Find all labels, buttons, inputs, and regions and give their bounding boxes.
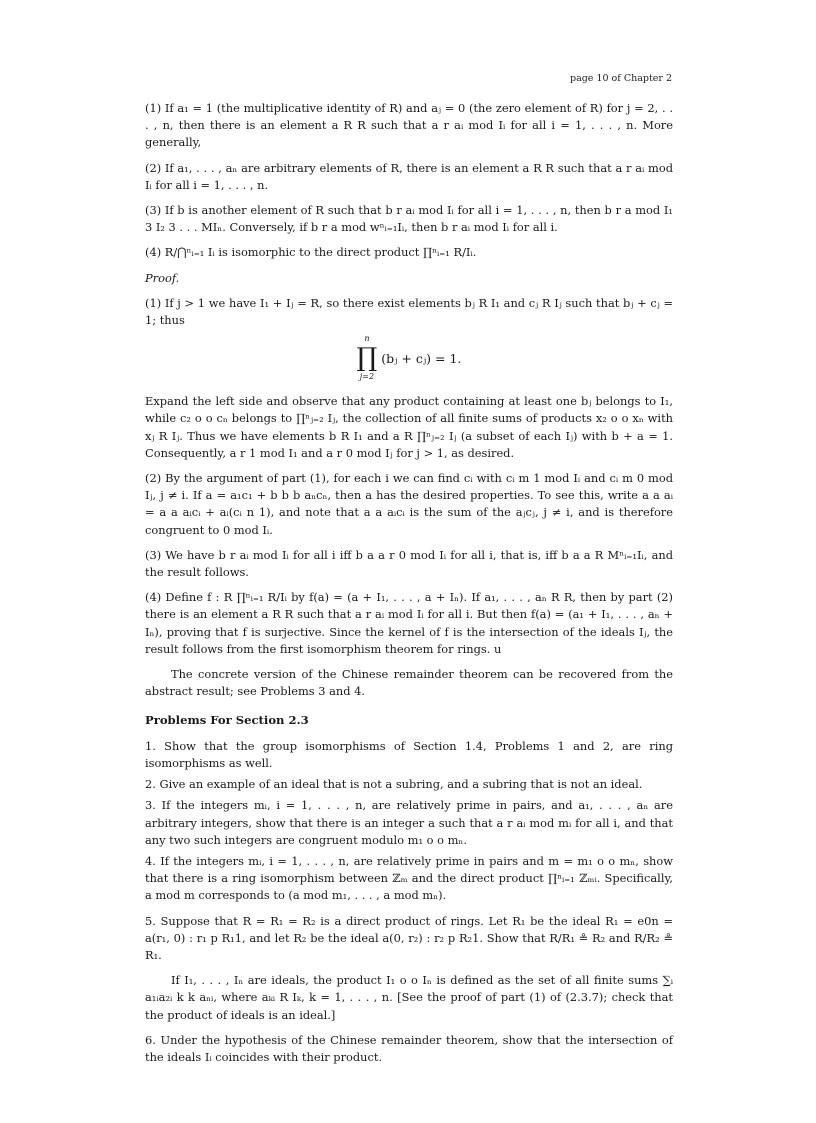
proof-part-1-intro: (1) If j > 1 we have I₁ + Iⱼ = R, so there exist elements bⱼ R I₁ and cⱼ R Iⱼ such that bⱼ + cⱼ = 1; thus — [145, 295, 673, 328]
theorem-part-2: (2) If a₁, . . . , aₙ are arbitrary elements of R, there is an element a R R such that a r aᵢ mod Iᵢ for all i = 1, . . . , n. — [145, 160, 673, 192]
product-body: (bⱼ + cⱼ) = 1. — [381, 350, 462, 366]
problem-item: 4. If the integers mᵢ, i = 1, . . . , n, are relatively prime in pairs and m = m₁ o o mₙ, show that there is a ring isomorphism between ℤₘ and the direct product ∏ⁿᵢ₌₁ ℤₘᵢ. Specifically, a mod m corresponds to (a mod m₁, . . . , a mod mₙ). — [145, 853, 673, 903]
problems-list — [145, 738, 673, 1066]
proof-part-2: (2) By the argument of part (1), for each i we can find cᵢ with cᵢ m 1 mod Iᵢ and cᵢ m 0 mod Iⱼ, j ≠ i. If a = a₁c₁ + b b b aₙcₙ, then a has the desired properties. To see this, write a a aᵢ = a a aᵢcᵢ + aᵢ(cᵢ n 1), and note that a a aᵢcᵢ is the sum of the aⱼcⱼ, j ≠ i, and is therefore congruent to 0 mod Iᵢ. — [145, 471, 673, 537]
proof-part-1-rest: Expand the left side and observe that any product containing at least one bⱼ belongs to I₁, while c₂ o o cₙ belongs to ∏ⁿⱼ₌₂ Iⱼ, the collection of all finite sums of products x₂ o o xₙ with xⱼ R Iⱼ. Thus we have elements b R I₁ and a R ∏ⁿⱼ₌₂ Iⱼ (a subset of each Iⱼ) with b + a = 1. Consequently, a r 1 mod I₁ and a r 0 mod Iⱼ for j > 1, as desired. — [145, 394, 673, 460]
remark-paragraph: The concrete version of the Chinese remainder theorem can be recovered from the abstract result; see Problems 3 and 4. — [145, 667, 673, 699]
theorem-part-1: (1) If a₁ = 1 (the multiplicative identity of R) and aⱼ = 0 (the zero element of R) for j = 2, . . . , n, then there is an element a R R such that a r aᵢ mod Iᵢ for all i = 1, . . . , n. More generally, — [145, 101, 673, 150]
problem-item: 5. Suppose that R = R₁ = R₂ is a direct product of rings. Let R₁ be the ideal R₁ = e0n = a(r₁, 0) : r₁ p R₁1, and let R₂ be the ideal a(0, r₂) : r₂ p R₂1. Show that R/R₁ ≗ R₂ and R/R₂ ≗ R₁. — [145, 913, 673, 962]
problems-heading: Problems For Section 2.3 — [145, 713, 309, 728]
proof-part-3: (3) We have b r aᵢ mod Iᵢ for all i iff b a a r 0 mod Iᵢ for all i, that is, iff b a a R Mⁿᵢ₌₁Iᵢ, and the result follows. — [145, 547, 673, 580]
page-number-label: page 10 of Chapter 2 — [569, 73, 672, 84]
product-definition-note: If I₁, . . . , Iₙ are ideals, the product I₁ o o Iₙ is defined as the set of all finite sums ∑ᵢ a₁ᵢa₂ᵢ k k aₙᵢ, where aₖᵢ R Iₖ, k = 1, . . . , n. [See the proof of part (1) of (2.3.7); check that the product of ideals is an ideal.] — [145, 973, 673, 1022]
problem-item: 6. Under the hypothesis of the Chinese remainder theorem, show that the intersection of the ideals Iᵢ coincides with their product. — [145, 1032, 673, 1064]
page-content — [145, 100, 673, 1070]
theorem-part-4: (4) R/⋂ⁿᵢ₌₁ Iᵢ is isomorphic to the direct product ∏ⁿᵢ₌₁ R/Iᵢ. — [145, 245, 477, 260]
product-symbol: ∏ — [356, 343, 378, 374]
product-equation — [145, 333, 673, 383]
product-upper-limit: n — [364, 334, 370, 344]
proof-part-4: (4) Define f : R ∏ⁿᵢ₌₁ R/Iᵢ by f(a) = (a + I₁, . . . , a + Iₙ). If a₁, . . . , aₙ R R, then by part (2) there is an element a R R such that a r aᵢ mod Iᵢ for all i. But then f(a) = (a₁ + I₁, . . . , aₙ + Iₙ), proving that f is surjective. Since the kernel of f is the intersection of the ideals Iⱼ, the result follows from the first isomorphism theorem for rings. u — [145, 590, 673, 656]
theorem-part-3: (3) If b is another element of R such that b r aᵢ mod Iᵢ for all i = 1, . . . , n, then b r a mod I₁ 3 I₂ 3 . . . MIₙ. Conversely, if b r a mod wⁿᵢ₌₁Iᵢ, then b r aᵢ mod Iᵢ for all i. — [145, 203, 673, 235]
product-operator — [357, 333, 378, 383]
product-lower-limit: j=2 — [359, 372, 375, 382]
problem-item: 3. If the integers mᵢ, i = 1, . . . , n, are relatively prime in pairs, and a₁, . . . , aₙ are arbitrary integers, show that there is an integer a such that a r aᵢ mod mᵢ for all i, and that any two such integers are congruent modulo m₁ o o mₙ. — [145, 798, 673, 847]
proof-label: Proof. — [145, 270, 180, 285]
problem-item: 1. Show that the group isomorphisms of Section 1.4, Problems 1 and 2, are ring isomorphisms as well. — [145, 738, 673, 770]
problem-item: 2. Give an example of an ideal that is not a subring, and a subring that is not an ideal. — [145, 777, 643, 792]
